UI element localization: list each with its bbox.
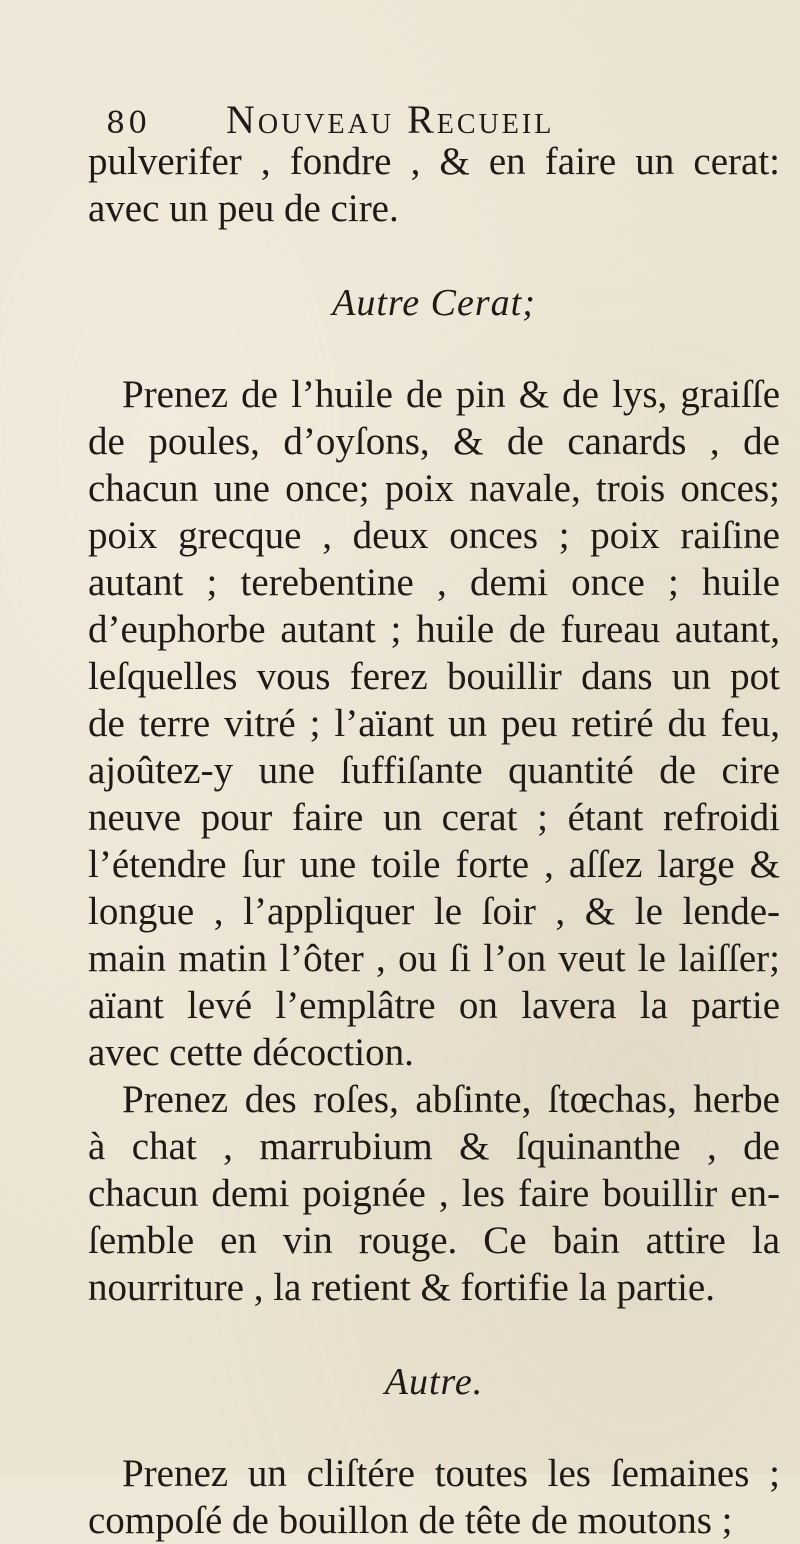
- text-line: leſquelles vous ferez bouillir dans un pot: [88, 655, 780, 698]
- text-line: de poules, d’oyſons, & de canards , de: [88, 420, 780, 463]
- page-number: 80: [106, 106, 151, 141]
- text-line: neuve pour faire un cerat ; étant refroidi: [88, 796, 780, 839]
- section-heading-autre: Autre.: [384, 1361, 484, 1403]
- text-line: à chat , marrubium & ſquinanthe , de: [88, 1125, 780, 1168]
- text-line: avec un peu de cire.: [88, 187, 399, 230]
- text-line: pulverifer , fondre , & en faire un cerat:: [88, 140, 780, 183]
- text-line: Prenez de l’huile de pin & de lys, graiſſe: [122, 373, 780, 416]
- running-header: [106, 98, 726, 142]
- text-line: ſemble en vin rouge. Ce bain attire la: [88, 1219, 780, 1262]
- paragraph-bath-recipe: [88, 1076, 780, 1311]
- paragraph-clyster-recipe: [88, 1450, 780, 1544]
- text-line: aïant levé l’emplâtre on lavera la partie: [88, 984, 780, 1027]
- text-line: Prenez un cliſtére toutes les ſemaines ;: [122, 1452, 780, 1495]
- text-line: avec cette décoction.: [88, 1031, 414, 1074]
- text-line: l’étendre ſur une toile forte , aſſez large &: [88, 843, 780, 886]
- header-title: Nouveau Recueil: [226, 97, 555, 142]
- paragraph-cerat-recipe: [88, 371, 780, 1076]
- text-line: chacun une once; poix navale, trois onces;: [88, 467, 780, 510]
- text-line: ajoûtez-y une ſuffiſante quantité de cire: [88, 749, 780, 792]
- section-heading-autre-cerat: Autre Cerat;: [332, 282, 536, 324]
- text-line: Prenez des roſes, abſinte, ſtœchas, herbe: [122, 1078, 780, 1121]
- text-line: de terre vitré ; l’aïant un peu retiré du feu,: [88, 702, 780, 745]
- text-line: main matin l’ôter , ou ſi l’on veut le laiſſer;: [88, 937, 780, 980]
- paragraph-continuation: [88, 138, 780, 232]
- text-line: compoſé de bouillon de tête de moutons ;: [88, 1499, 733, 1542]
- text-line: nourriture , la retient & fortifie la partie.: [88, 1266, 715, 1309]
- text-line: chacun demi poignée , les faire bouillir en-: [88, 1172, 780, 1215]
- body-text: [88, 138, 780, 1544]
- text-line: longue , l’appliquer le ſoir , & le lende-: [88, 890, 780, 933]
- text-line: poix grecque , deux onces ; poix raiſine: [88, 514, 780, 557]
- text-line: d’euphorbe autant ; huile de fureau autant,: [88, 608, 780, 651]
- text-line: autant ; terebentine , demi once ; huile: [88, 561, 780, 604]
